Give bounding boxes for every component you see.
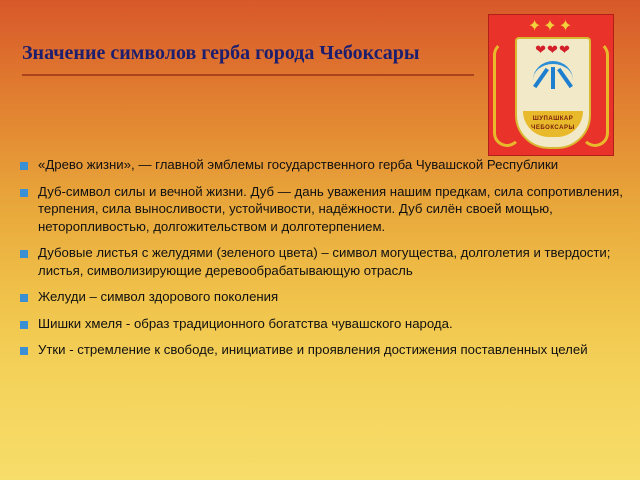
bullet-marker-icon (20, 250, 28, 258)
bullet-marker-icon (20, 162, 28, 170)
list-item-text: «Древо жизни», — главной эмблемы государственного герба Чувашской Республики (38, 157, 559, 172)
list-item-text: Дубовые листья с желудями (зеленого цвета) – символ могущества, долголетия и твердости; листья, символизирующие деревообрабатывающую отрасль (38, 245, 611, 278)
coat-of-arms-image (488, 14, 614, 156)
list-item-text: Дуб-символ силы и вечной жизни. Дуб — дань уважения нашим предкам, сила сопротивления, терпения, сила выносливости, устойчивости, надёжности. Дуб силён своей мощью, неторопливостью, долгожительством и долготерпением. (38, 183, 623, 234)
title-divider (22, 74, 474, 76)
list-item (14, 244, 626, 279)
tree-trunk-icon (551, 67, 555, 89)
page-title (22, 34, 472, 72)
bullet-marker-icon (20, 189, 28, 197)
emblem-ribbon-line-1: ШУПАШКАР (532, 116, 574, 122)
bullet-list (14, 156, 626, 368)
shield-field (515, 37, 591, 149)
stars-icon: ✦✦✦ (527, 18, 575, 35)
emblem-ribbon (523, 111, 583, 137)
list-item (14, 341, 626, 359)
list-item (14, 183, 626, 236)
list-item (14, 315, 626, 333)
list-item-text: Желуди – символ здорового поколения (38, 289, 279, 304)
list-item (14, 156, 626, 174)
page-title-text: Значение символов герба города Чебоксары (22, 42, 420, 64)
bullet-marker-icon (20, 347, 28, 355)
bullet-marker-icon (20, 321, 28, 329)
list-item-text: Утки - стремление к свободе, инициативе и проявления достижения поставленных целей (38, 342, 588, 357)
bullet-marker-icon (20, 294, 28, 302)
list-item (14, 288, 626, 306)
hearts-icon: ❤❤❤ (535, 42, 571, 57)
list-item-text: Шишки хмеля - образ традиционного богатства чувашского народа. (38, 315, 453, 331)
emblem-ribbon-line-2: ЧЕБОКСАРЫ (531, 125, 575, 131)
tree-of-life-icon (527, 59, 579, 111)
